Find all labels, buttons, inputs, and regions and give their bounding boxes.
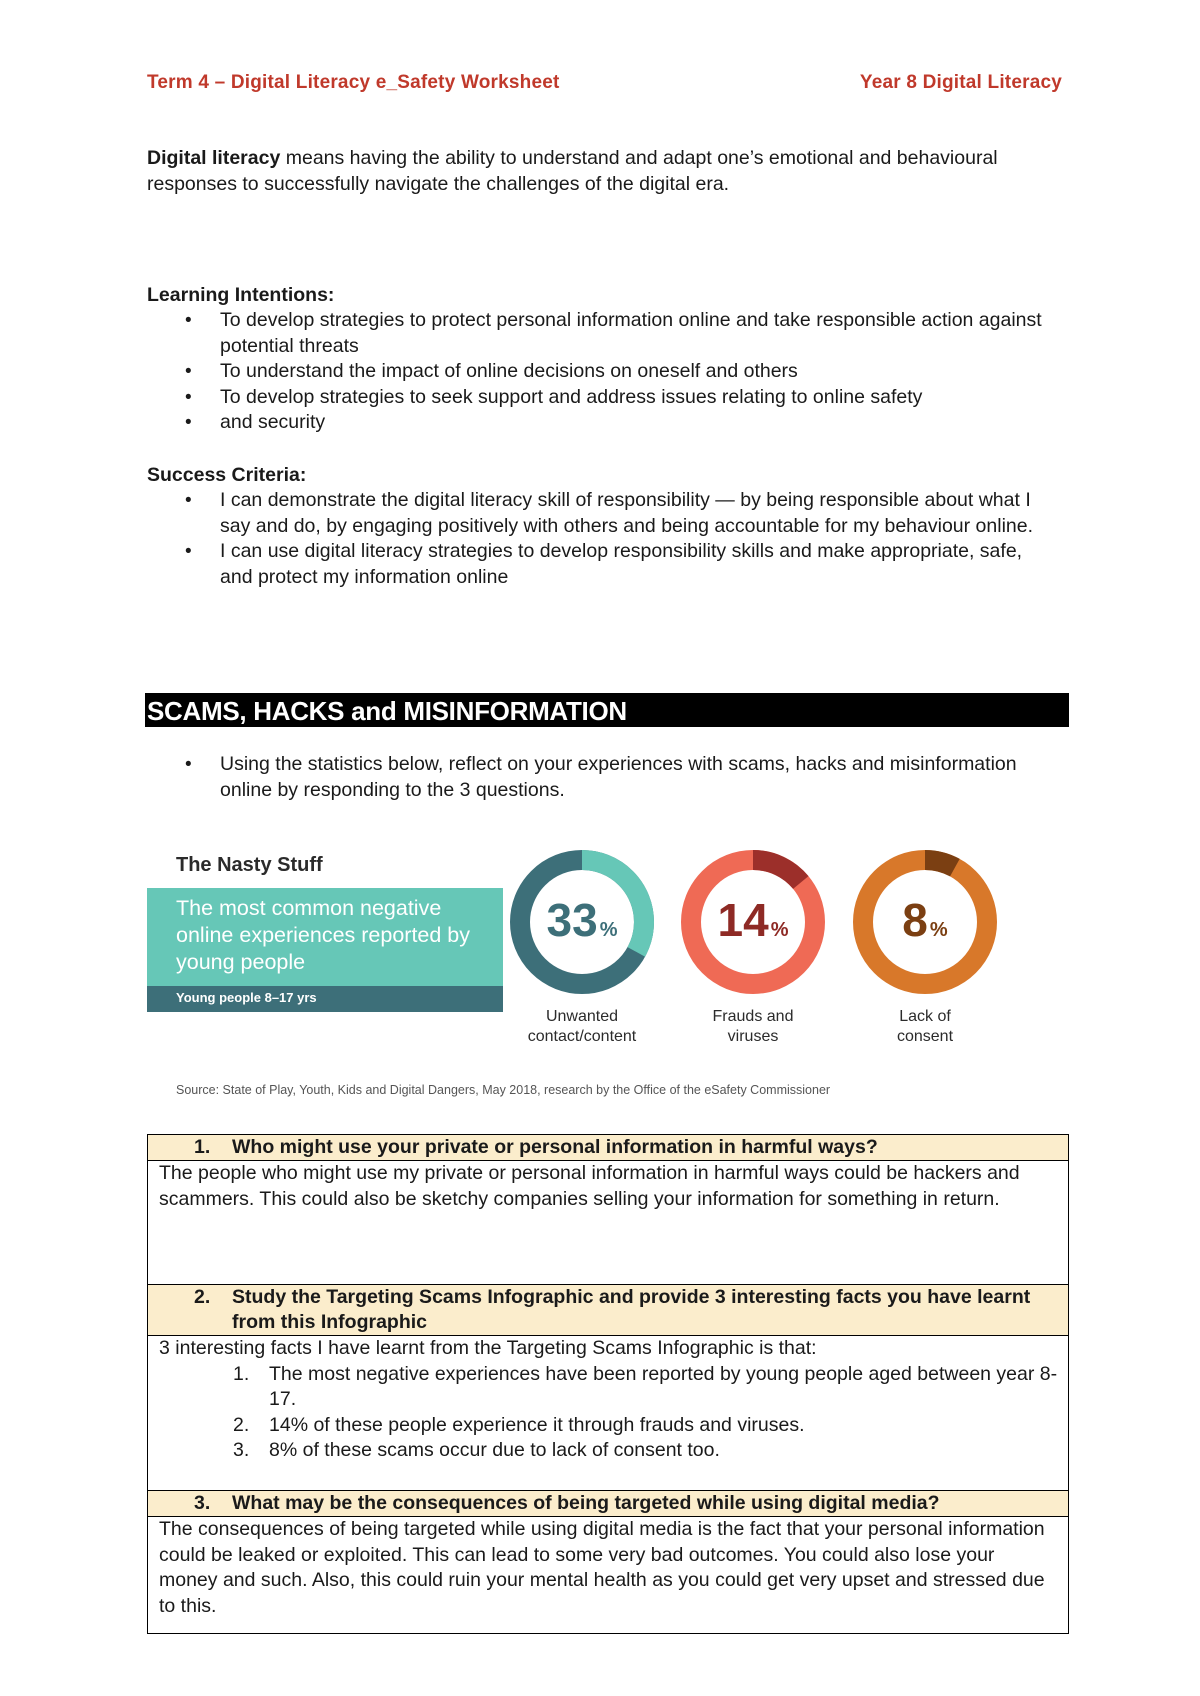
list-item: 1. The most negative experiences have been reported by young people aged between year 8-17.: [233, 1362, 1058, 1410]
stat-value: 33 %: [546, 894, 618, 946]
question-number: 3.: [194, 1492, 211, 1514]
infographic-title: The Nasty Stuff: [176, 854, 323, 876]
stat-ring-3: [845, 842, 1005, 1002]
stat-label: Unwanted contact/content: [527, 1008, 637, 1045]
intro-definition: means having the ability to understand and adapt one’s emotional and behavioural responses to successfully navigate the challenges of the digital era.: [147, 147, 998, 195]
question-text: What may be the consequences of being targeted while using digital media?: [232, 1492, 940, 1514]
list-item: • To develop strategies to seek support and address issues relating to online safety: [147, 385, 1047, 411]
intro-term: Digital literacy: [147, 147, 281, 169]
question-header: [148, 1491, 1068, 1517]
section-instruction: [147, 752, 1047, 803]
answer-cell[interactable]: The consequences of being targeted while using digital media is the fact that your personal information could be leaked or exploited. This can lead to some very bad outcomes. You could also lose your money and such. Also, this could ruin your mental health as you could get very upset and stressed due to this.: [159, 1518, 1045, 1617]
infographic-panel-subtext: Young people 8–17 yrs: [176, 990, 317, 1005]
intro-paragraph: [147, 145, 1047, 197]
question-header: [148, 1135, 1068, 1161]
document-header-year: Year 8 Digital Literacy: [859, 72, 1062, 93]
stat-value: 8 %: [902, 894, 948, 946]
question-number: 2.: [194, 1286, 211, 1308]
list-item: • and security: [147, 410, 1047, 436]
instruction-item: • Using the statistics below, reflect on your experiences with scams, hacks and misinformation online by responding to the 3 questions.: [147, 752, 1047, 803]
list-item: 3. 8% of these scams occur due to lack of consent too.: [233, 1439, 720, 1461]
list-item: • To develop strategies to protect personal information online and take responsible action against potential threats: [147, 308, 1047, 359]
list-item: • I can demonstrate the digital literacy skill of responsibility — by being responsible about what I say and do, by engaging positively with others and being accountable for my behaviour online.: [147, 488, 1047, 539]
list-item: • I can use digital literacy strategies to develop responsibility skills and make appropriate, safe, and protect my information online: [147, 539, 1047, 590]
answer-cell[interactable]: The people who might use my private or personal information in harmful ways could be hackers and scammers. This could also be sketchy companies selling your information for something in return.: [148, 1161, 1068, 1285]
question-text: Study the Targeting Scams Infographic and provide 3 interesting facts you have learnt from this Infographic: [232, 1286, 1031, 1333]
learning-intentions-heading: Learning Intentions:: [147, 284, 335, 306]
answer-list: [159, 1362, 1058, 1464]
questions-table: [147, 1134, 1069, 1634]
section-banner: SCAMS, HACKS and MISINFORMATION: [145, 693, 1069, 727]
stat-value: 14 %: [717, 894, 789, 946]
success-criteria: [147, 462, 1047, 590]
learning-intentions: [147, 282, 1047, 436]
success-criteria-heading: Success Criteria:: [147, 464, 307, 486]
document-header-title: Term 4 – Digital Literacy e_Safety Worksheet: [147, 72, 560, 93]
success-criteria-list: [147, 488, 1047, 590]
stat-ring-1: [502, 842, 662, 1002]
answer-cell[interactable]: [148, 1336, 1068, 1491]
question-text: Who might use your private or personal information in harmful ways?: [232, 1136, 878, 1158]
list-item: 2. 14% of these people experience it through frauds and viruses.: [233, 1413, 805, 1436]
list-item: • To understand the impact of online decisions on oneself and others: [147, 359, 1047, 385]
infographic-source: Source: State of Play, Youth, Kids and Digital Dangers, May 2018, research by the Office of the eSafety Commissioner: [176, 1083, 831, 1097]
infographic-panel-text: The most common negative online experiences reported by young people: [176, 896, 471, 974]
learning-intentions-list: [147, 308, 1047, 436]
question-header: [148, 1285, 1068, 1336]
stat-ring-2: [673, 842, 833, 1002]
answer-intro: 3 interesting facts I have learnt from the Targeting Scams Infographic is that:: [159, 1337, 817, 1359]
stat-label: Frauds and viruses: [712, 1008, 794, 1045]
stat-label: Lack of consent: [896, 1008, 954, 1045]
question-number: 1.: [194, 1136, 211, 1158]
